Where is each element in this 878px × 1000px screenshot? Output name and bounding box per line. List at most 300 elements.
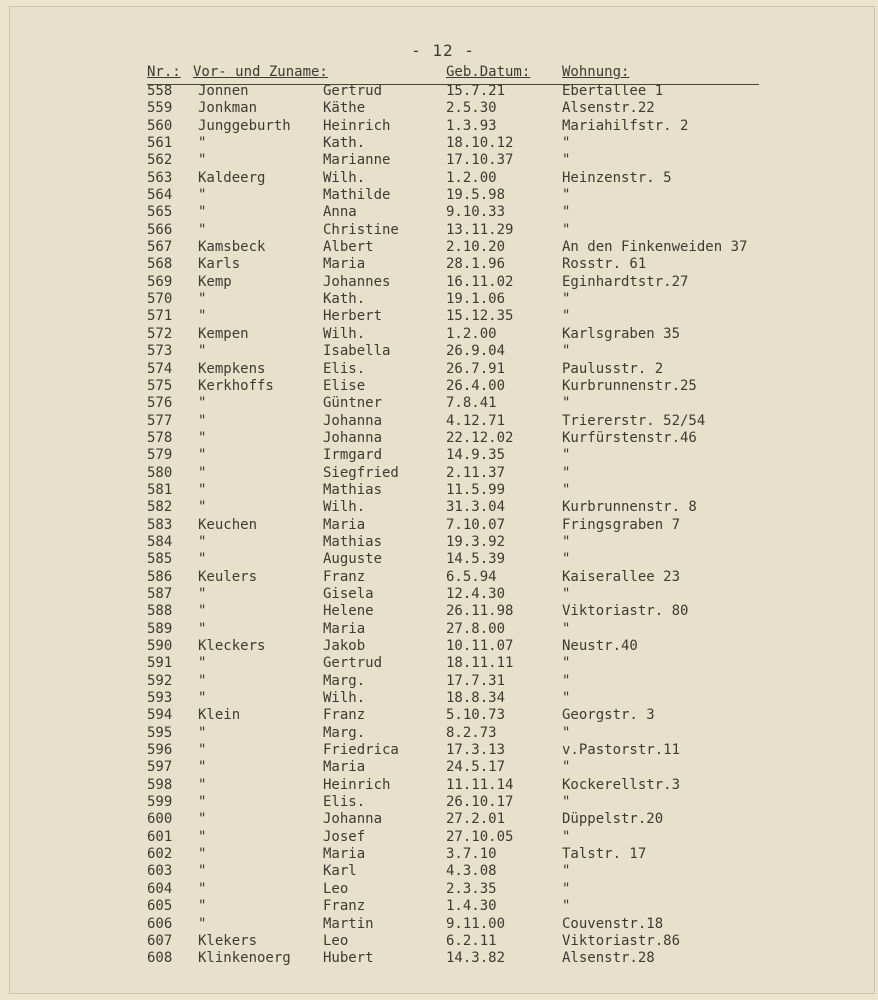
entry-first-name: Maria	[323, 759, 366, 776]
entry-birth-date: 26.10.17	[446, 794, 514, 811]
entry-first-name: Franz	[323, 707, 366, 724]
entry-birth-date: 17.7.31	[446, 672, 506, 689]
entry-address: Rosstr. 61	[562, 256, 647, 273]
table-row	[10, 621, 876, 638]
entry-surname: Klekers	[198, 932, 258, 949]
entry-birth-date: 9.10.33	[446, 204, 506, 221]
table-row	[10, 603, 876, 620]
table-row	[10, 170, 876, 187]
entry-first-name: Franz	[323, 568, 366, 585]
entry-first-name: Maria	[323, 846, 366, 863]
entry-surname: Junggeburth	[198, 117, 291, 134]
entry-first-name: Albert	[323, 239, 374, 256]
table-row	[10, 187, 876, 204]
entry-first-name: Maria	[323, 620, 366, 637]
entry-address: "	[562, 308, 571, 325]
entry-number: 561	[147, 135, 173, 152]
entry-first-name: Kath.	[323, 291, 366, 308]
entry-number: 585	[147, 551, 173, 568]
entry-number: 607	[147, 932, 173, 949]
entry-address: Alsenstr.22	[562, 100, 655, 117]
entry-number: 589	[147, 620, 173, 637]
entry-birth-date: 26.11.98	[446, 603, 514, 620]
entry-birth-date: 2.10.20	[446, 239, 506, 256]
entry-surname: "	[198, 412, 207, 429]
entry-address: Kaiserallee 23	[562, 568, 681, 585]
entry-birth-date: 19.1.06	[446, 291, 506, 308]
entry-birth-date: 7.10.07	[446, 516, 506, 533]
table-row	[10, 916, 876, 933]
entry-number: 583	[147, 516, 173, 533]
header-dob: Geb.Datum:	[446, 64, 531, 80]
entry-first-name: Kath.	[323, 135, 366, 152]
entry-number: 558	[147, 83, 173, 99]
entry-first-name: Isabella	[323, 343, 391, 360]
table-row	[10, 204, 876, 221]
entry-surname: "	[198, 291, 207, 308]
entry-surname: "	[198, 204, 207, 221]
entry-birth-date: 1.2.00	[446, 325, 497, 342]
table-row	[10, 118, 876, 135]
entry-first-name: Mathilde	[323, 187, 391, 204]
entry-birth-date: 13.11.29	[446, 221, 514, 238]
entry-number: 597	[147, 759, 173, 776]
entry-number: 591	[147, 655, 173, 672]
entry-surname: Klinkenoerg	[198, 950, 291, 967]
table-row	[10, 83, 876, 100]
entry-number: 577	[147, 412, 173, 429]
entry-birth-date: 2.11.37	[446, 464, 506, 481]
table-row	[10, 759, 876, 776]
table-row	[10, 378, 876, 395]
entry-first-name: Siegfried	[323, 464, 399, 481]
table-row	[10, 274, 876, 291]
header-name: Vor- und Zuname:	[193, 64, 328, 80]
entry-number: 599	[147, 794, 173, 811]
entry-number: 571	[147, 308, 173, 325]
entry-surname: Kaldeerg	[198, 169, 266, 186]
entry-number: 586	[147, 568, 173, 585]
entry-birth-date: 2.3.35	[446, 880, 497, 897]
entry-address: Mariahilfstr. 2	[562, 117, 689, 134]
entry-first-name: Irmgard	[323, 447, 383, 464]
entry-surname: "	[198, 499, 207, 516]
entry-birth-date: 27.2.01	[446, 811, 506, 828]
entry-surname: "	[198, 135, 207, 152]
table-row	[10, 794, 876, 811]
entry-surname: "	[198, 585, 207, 602]
entry-first-name: Franz	[323, 898, 366, 915]
table-row	[10, 482, 876, 499]
entry-address: Fringsgraben 7	[562, 516, 681, 533]
header-nr: Nr.:	[147, 64, 181, 80]
entry-address: "	[562, 551, 571, 568]
entry-birth-date: 14.5.39	[446, 551, 506, 568]
entry-number: 582	[147, 499, 173, 516]
entry-surname: Kempkens	[198, 360, 266, 377]
entry-surname: "	[198, 533, 207, 550]
entry-birth-date: 26.9.04	[446, 343, 506, 360]
entry-number: 580	[147, 464, 173, 481]
entry-address: "	[562, 828, 571, 845]
entry-first-name: Gisela	[323, 585, 374, 602]
entry-surname: Jonkman	[198, 100, 258, 117]
entry-number: 594	[147, 707, 173, 724]
table-row	[10, 829, 876, 846]
entry-address: "	[562, 187, 571, 204]
entry-surname: Karls	[198, 256, 241, 273]
entry-number: 590	[147, 638, 173, 654]
entry-first-name: Maria	[323, 256, 366, 273]
entry-first-name: Anna	[323, 204, 357, 221]
entry-address: "	[562, 481, 571, 498]
entry-surname: "	[198, 481, 207, 498]
entry-number: 562	[147, 152, 173, 169]
entry-surname: "	[198, 828, 207, 845]
entry-number: 602	[147, 846, 173, 863]
entry-birth-date: 28.1.96	[446, 256, 506, 273]
entry-birth-date: 18.11.11	[446, 655, 514, 672]
table-row	[10, 152, 876, 169]
entry-birth-date: 10.11.07	[446, 638, 514, 654]
entry-first-name: Martin	[323, 915, 374, 932]
entry-number: 566	[147, 221, 173, 238]
entry-birth-date: 11.11.14	[446, 776, 514, 793]
entry-first-name: Gertrud	[323, 655, 383, 672]
table-row	[10, 551, 876, 568]
table-row	[10, 863, 876, 880]
entry-birth-date: 17.3.13	[446, 742, 506, 759]
entry-first-name: Jakob	[323, 638, 366, 654]
entry-first-name: Christine	[323, 221, 399, 238]
table-row	[10, 395, 876, 412]
table-row	[10, 586, 876, 603]
entry-surname: "	[198, 863, 207, 880]
table-row	[10, 655, 876, 672]
table-row	[10, 933, 876, 950]
entry-birth-date: 16.11.02	[446, 273, 514, 290]
entry-address: "	[562, 395, 571, 412]
entry-address: "	[562, 291, 571, 308]
entry-birth-date: 3.7.10	[446, 846, 497, 863]
entry-birth-date: 31.3.04	[446, 499, 506, 516]
entry-surname: "	[198, 690, 207, 707]
entry-first-name: Mathias	[323, 533, 383, 550]
entry-address: Viktoriastr.86	[562, 932, 681, 949]
entry-number: 570	[147, 291, 173, 308]
entry-number: 579	[147, 447, 173, 464]
table-row	[10, 239, 876, 256]
entry-birth-date: 8.2.73	[446, 724, 497, 741]
entry-surname: "	[198, 880, 207, 897]
entry-address: Talstr. 17	[562, 846, 647, 863]
entry-address: "	[562, 620, 571, 637]
table-row	[10, 256, 876, 273]
entry-first-name: Leo	[323, 880, 349, 897]
entry-surname: "	[198, 915, 207, 932]
entry-number: 559	[147, 100, 173, 117]
table-row	[10, 100, 876, 117]
table-row	[10, 534, 876, 551]
entry-number: 568	[147, 256, 173, 273]
entry-number: 564	[147, 187, 173, 204]
table-row	[10, 673, 876, 690]
entry-address: "	[562, 585, 571, 602]
entry-birth-date: 1.2.00	[446, 169, 497, 186]
entry-first-name: Gertrud	[323, 83, 383, 99]
entry-number: 572	[147, 325, 173, 342]
entry-address: Alsenstr.28	[562, 950, 655, 967]
entry-number: 598	[147, 776, 173, 793]
entry-address: Kurbrunnenstr. 8	[562, 499, 697, 516]
entry-number: 569	[147, 273, 173, 290]
entry-number: 603	[147, 863, 173, 880]
entry-number: 588	[147, 603, 173, 620]
register-list	[10, 83, 876, 968]
table-row	[10, 499, 876, 516]
entry-surname: Kemp	[198, 273, 232, 290]
entry-number: 567	[147, 239, 173, 256]
entry-number: 565	[147, 204, 173, 221]
entry-first-name: Elis.	[323, 360, 366, 377]
entry-surname: "	[198, 308, 207, 325]
entry-address: Viktoriastr. 80	[562, 603, 689, 620]
entry-first-name: Herbert	[323, 308, 383, 325]
entry-first-name: Johannes	[323, 273, 391, 290]
entry-birth-date: 9.11.00	[446, 915, 506, 932]
entry-birth-date: 12.4.30	[446, 585, 506, 602]
entry-birth-date: 4.12.71	[446, 412, 506, 429]
entry-birth-date: 19.5.98	[446, 187, 506, 204]
entry-number: 573	[147, 343, 173, 360]
entry-birth-date: 14.9.35	[446, 447, 506, 464]
entry-surname: "	[198, 221, 207, 238]
table-row	[10, 326, 876, 343]
entry-first-name: Marg.	[323, 724, 366, 741]
entry-first-name: Wilh.	[323, 499, 366, 516]
entry-first-name: Johanna	[323, 429, 383, 446]
entry-number: 575	[147, 377, 173, 394]
entry-number: 596	[147, 742, 173, 759]
entry-address: Georgstr. 3	[562, 707, 655, 724]
entry-address: Ebertallee 1	[562, 83, 664, 99]
entry-birth-date: 11.5.99	[446, 481, 506, 498]
table-row	[10, 690, 876, 707]
entry-birth-date: 6.5.94	[446, 568, 497, 585]
table-row	[10, 343, 876, 360]
table-row	[10, 811, 876, 828]
entry-address: "	[562, 447, 571, 464]
entry-address: "	[562, 690, 571, 707]
page-number: - 12 -	[411, 41, 475, 60]
entry-number: 584	[147, 533, 173, 550]
entry-address: Karlsgraben 35	[562, 325, 681, 342]
entry-birth-date: 15.12.35	[446, 308, 514, 325]
entry-number: 606	[147, 915, 173, 932]
entry-address: "	[562, 880, 571, 897]
entry-number: 605	[147, 898, 173, 915]
table-row	[10, 846, 876, 863]
entry-surname: "	[198, 794, 207, 811]
entry-number: 595	[147, 724, 173, 741]
entry-surname: Jonnen	[198, 83, 249, 99]
table-row	[10, 777, 876, 794]
entry-surname: "	[198, 603, 207, 620]
entry-first-name: Auguste	[323, 551, 383, 568]
table-row	[10, 638, 876, 655]
entry-first-name: Wilh.	[323, 690, 366, 707]
table-row	[10, 413, 876, 430]
entry-address: Eginhardtstr.27	[562, 273, 689, 290]
entry-first-name: Johanna	[323, 412, 383, 429]
entry-birth-date: 17.10.37	[446, 152, 514, 169]
entry-address: "	[562, 898, 571, 915]
entry-surname: "	[198, 724, 207, 741]
entry-birth-date: 24.5.17	[446, 759, 506, 776]
entry-address: Neustr.40	[562, 638, 638, 654]
entry-surname: "	[198, 655, 207, 672]
table-row	[10, 725, 876, 742]
entry-number: 608	[147, 950, 173, 967]
table-row	[10, 707, 876, 724]
document-page	[9, 6, 875, 994]
entry-first-name: Heinrich	[323, 776, 391, 793]
entry-surname: "	[198, 672, 207, 689]
entry-first-name: Güntner	[323, 395, 383, 412]
table-row	[10, 742, 876, 759]
entry-number: 600	[147, 811, 173, 828]
entry-surname: "	[198, 187, 207, 204]
entry-address: "	[562, 533, 571, 550]
entry-address: Paulusstr. 2	[562, 360, 664, 377]
entry-surname: Kamsbeck	[198, 239, 266, 256]
entry-first-name: Elis.	[323, 794, 366, 811]
entry-first-name: Friedrica	[323, 742, 399, 759]
table-row	[10, 881, 876, 898]
entry-surname: "	[198, 620, 207, 637]
entry-address: "	[562, 152, 571, 169]
table-row	[10, 308, 876, 325]
entry-address: "	[562, 221, 571, 238]
table-row	[10, 361, 876, 378]
entry-first-name: Maria	[323, 516, 366, 533]
entry-surname: "	[198, 811, 207, 828]
entry-address: An den Finkenweiden 37	[562, 239, 748, 256]
entry-number: 604	[147, 880, 173, 897]
entry-birth-date: 18.8.34	[446, 690, 506, 707]
entry-surname: Kempen	[198, 325, 249, 342]
entry-surname: "	[198, 343, 207, 360]
entry-surname: "	[198, 395, 207, 412]
entry-address: Kurbrunnenstr.25	[562, 377, 697, 394]
entry-address: "	[562, 204, 571, 221]
entry-surname: "	[198, 898, 207, 915]
entry-first-name: Marianne	[323, 152, 391, 169]
entry-number: 587	[147, 585, 173, 602]
entry-birth-date: 26.7.91	[446, 360, 506, 377]
entry-surname: Kleckers	[198, 638, 266, 654]
entry-surname: Keuchen	[198, 516, 258, 533]
entry-surname: "	[198, 742, 207, 759]
entry-birth-date: 18.10.12	[446, 135, 514, 152]
header-address: Wohnung:	[562, 64, 630, 80]
entry-number: 574	[147, 360, 173, 377]
entry-birth-date: 26.4.00	[446, 377, 506, 394]
entry-birth-date: 14.3.82	[446, 950, 506, 967]
entry-surname: "	[198, 551, 207, 568]
entry-first-name: Leo	[323, 932, 349, 949]
entry-first-name: Wilh.	[323, 325, 366, 342]
entry-address: "	[562, 464, 571, 481]
table-row	[10, 898, 876, 915]
entry-surname: "	[198, 776, 207, 793]
entry-surname: "	[198, 447, 207, 464]
entry-surname: "	[198, 152, 207, 169]
entry-birth-date: 4.3.08	[446, 863, 497, 880]
entry-address: Kockerellstr.3	[562, 776, 681, 793]
entry-address: "	[562, 135, 571, 152]
entry-number: 576	[147, 395, 173, 412]
entry-first-name: Heinrich	[323, 117, 391, 134]
entry-birth-date: 5.10.73	[446, 707, 506, 724]
entry-address: "	[562, 724, 571, 741]
table-row	[10, 569, 876, 586]
entry-address: "	[562, 343, 571, 360]
entry-first-name: Käthe	[323, 100, 366, 117]
entry-birth-date: 1.3.93	[446, 117, 497, 134]
entry-birth-date: 22.12.02	[446, 429, 514, 446]
entry-address: Couvenstr.18	[562, 915, 664, 932]
table-row	[10, 222, 876, 239]
table-row	[10, 430, 876, 447]
entry-first-name: Helene	[323, 603, 374, 620]
entry-surname: Klein	[198, 707, 241, 724]
entry-number: 563	[147, 169, 173, 186]
table-row	[10, 291, 876, 308]
entry-address: "	[562, 759, 571, 776]
entry-surname: Keulers	[198, 568, 258, 585]
entry-address: Kurfürstenstr.46	[562, 429, 697, 446]
entry-surname: Kerkhoffs	[198, 377, 274, 394]
entry-first-name: Hubert	[323, 950, 374, 967]
entry-address: Triererstr. 52/54	[562, 412, 706, 429]
entry-surname: "	[198, 759, 207, 776]
table-row	[10, 465, 876, 482]
entry-birth-date: 6.2.11	[446, 932, 497, 949]
entry-birth-date: 1.4.30	[446, 898, 497, 915]
entry-first-name: Mathias	[323, 481, 383, 498]
entry-address: "	[562, 655, 571, 672]
table-row	[10, 517, 876, 534]
entry-number: 581	[147, 481, 173, 498]
entry-address: "	[562, 672, 571, 689]
entry-first-name: Josef	[323, 828, 366, 845]
entry-birth-date: 27.8.00	[446, 620, 506, 637]
entry-first-name: Wilh.	[323, 169, 366, 186]
entry-address: "	[562, 794, 571, 811]
table-row	[10, 135, 876, 152]
entry-surname: "	[198, 846, 207, 863]
entry-number: 560	[147, 117, 173, 134]
entry-birth-date: 27.10.05	[446, 828, 514, 845]
table-row	[10, 447, 876, 464]
entry-address: Düppelstr.20	[562, 811, 664, 828]
entry-number: 578	[147, 429, 173, 446]
entry-surname: "	[198, 464, 207, 481]
entry-number: 601	[147, 828, 173, 845]
entry-number: 592	[147, 672, 173, 689]
entry-address: v.Pastorstr.11	[562, 742, 681, 759]
